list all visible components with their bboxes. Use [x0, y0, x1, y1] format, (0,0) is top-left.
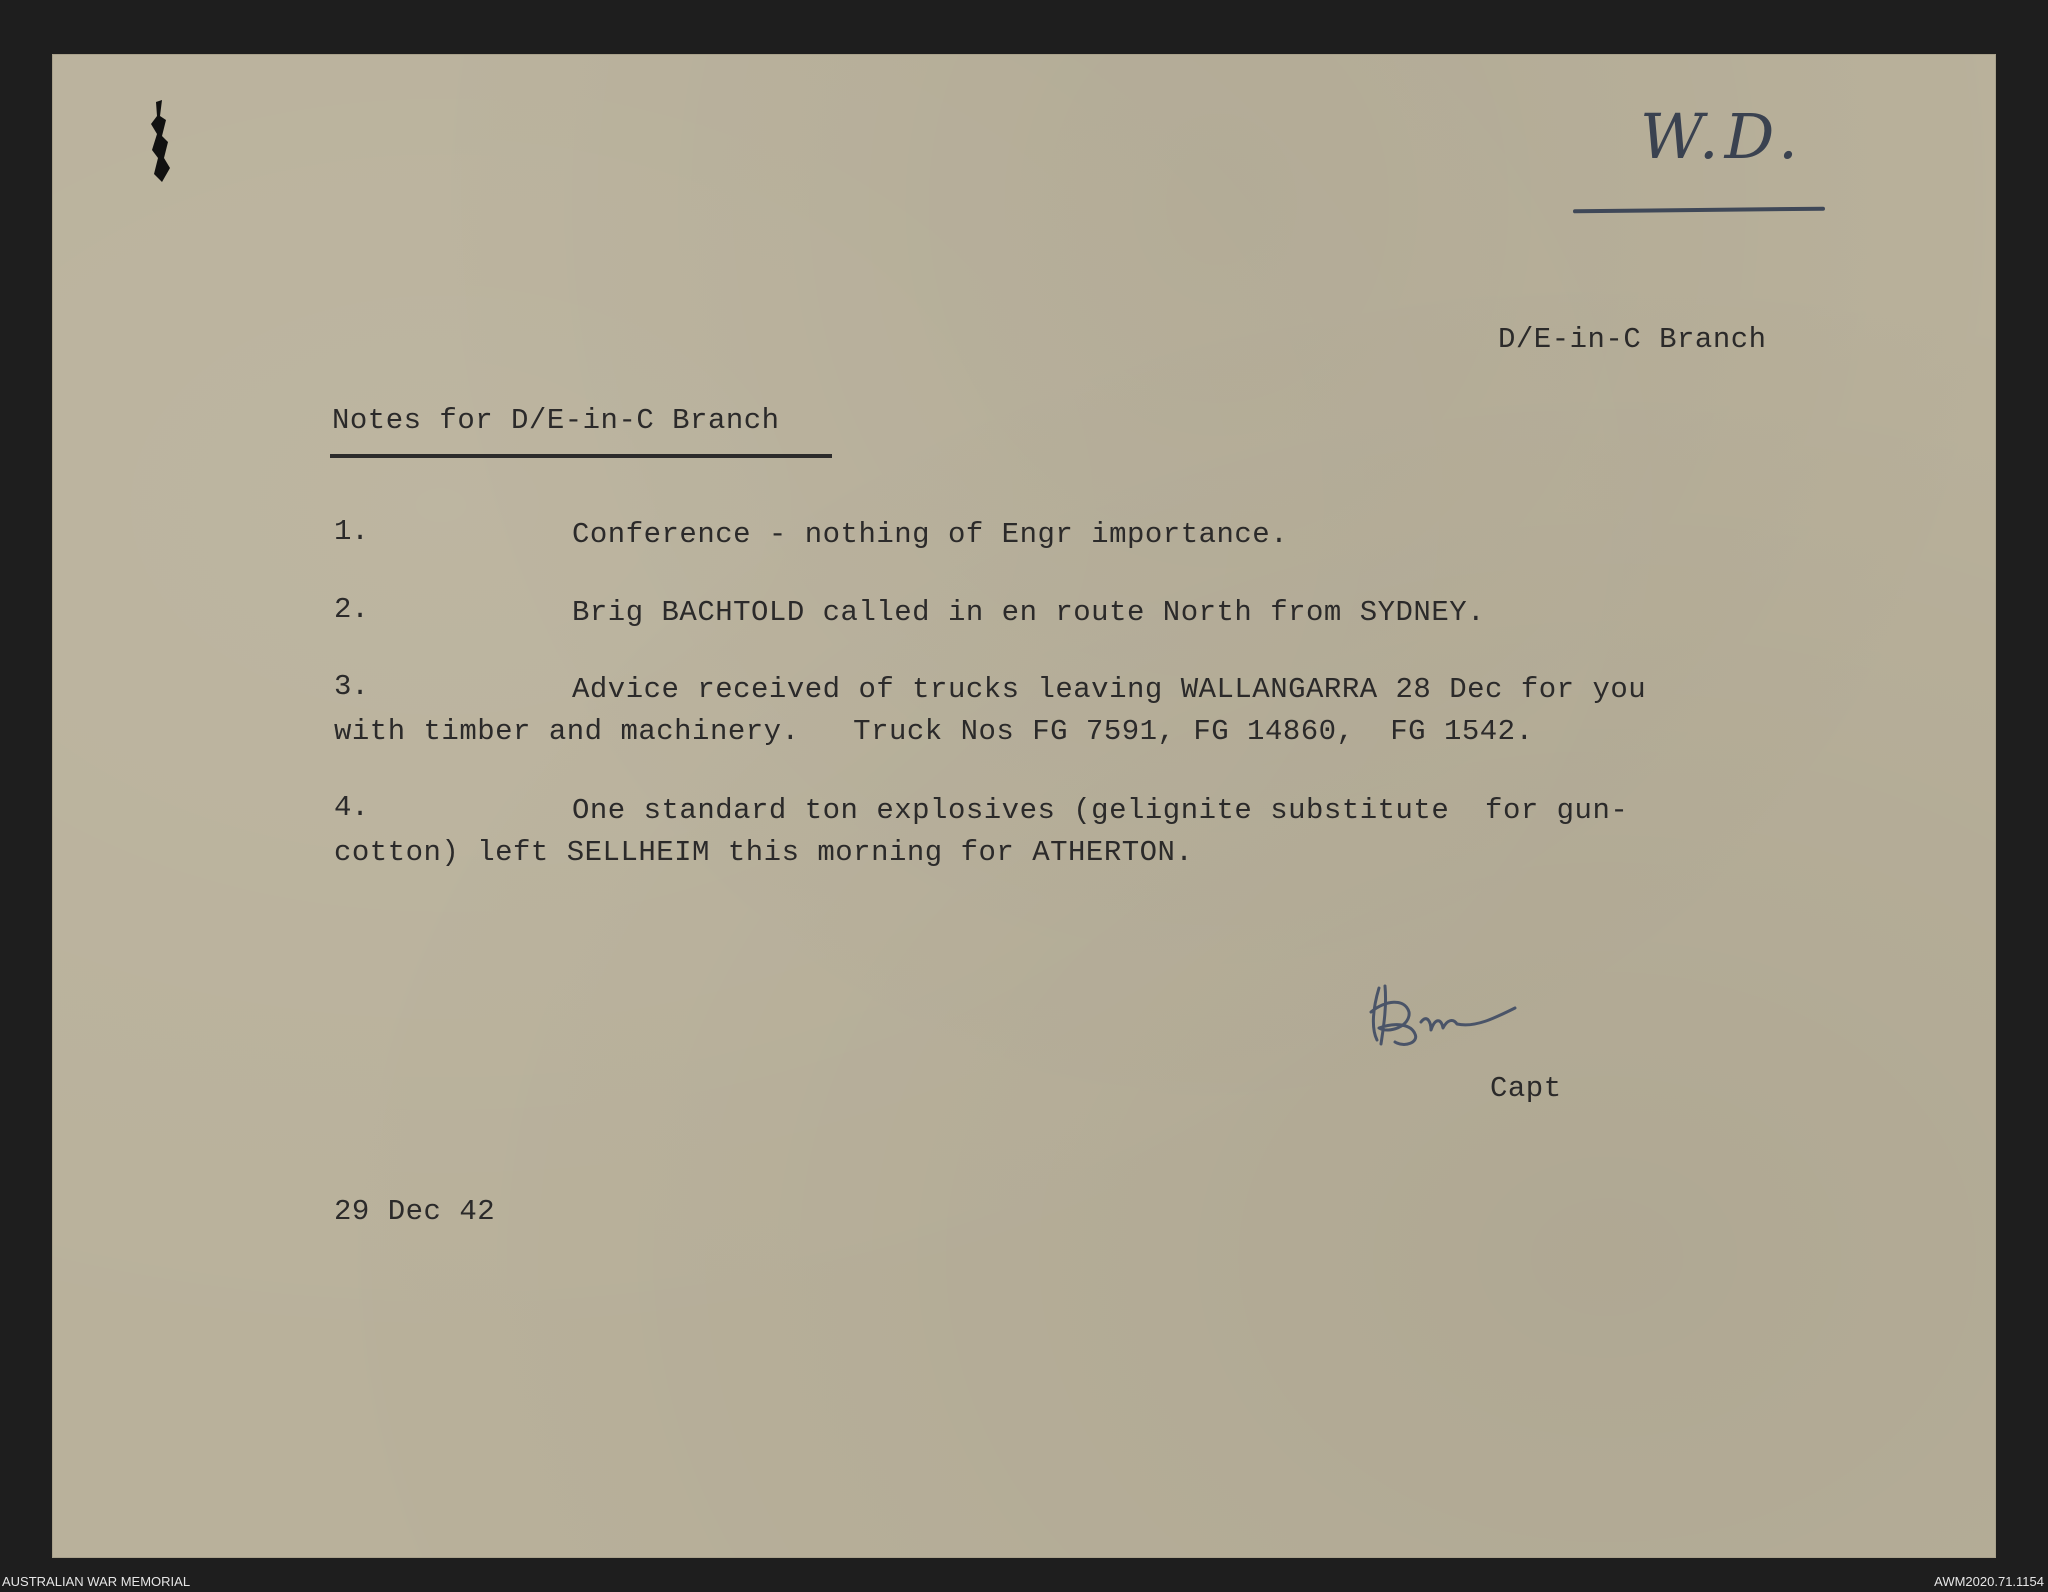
- item-line: Advice received of trucks leaving WALLANGARRA 28 Dec for you: [572, 673, 1647, 706]
- item-line: Brig BACHTOLD called in en route North from SYDNEY.: [572, 596, 1486, 629]
- document-date: 29 Dec 42: [334, 1195, 496, 1228]
- item-number: 2.: [334, 593, 369, 626]
- item-line: cotton) left SELLHEIM this morning for ATHERTON.: [334, 836, 1194, 869]
- handwritten-signature: [1365, 978, 1545, 1058]
- item-number: 1.: [334, 515, 369, 548]
- handwritten-wd-mark: W.D.: [1640, 100, 1804, 173]
- item-line: One standard ton explosives (gelignite substitute for gun-: [572, 794, 1629, 827]
- title-underline: [330, 454, 832, 458]
- item-line: with timber and machinery. Truck Nos FG 7591, FG 14860, FG 1542.: [334, 715, 1534, 748]
- signatory-rank: Capt: [1490, 1072, 1562, 1105]
- footer-archive-name: AUSTRALIAN WAR MEMORIAL: [2, 1574, 191, 1589]
- item-number: 4.: [334, 791, 369, 824]
- document-title: Notes for D/E-in-C Branch: [332, 404, 780, 437]
- punch-hole-mark: [148, 98, 174, 184]
- footer-catalogue-id: AWM2020.71.1154: [1934, 1574, 2044, 1589]
- item-line: Conference - nothing of Engr importance.: [572, 518, 1289, 551]
- item-number: 3.: [334, 670, 369, 703]
- branch-header: D/E-in-C Branch: [1498, 323, 1767, 356]
